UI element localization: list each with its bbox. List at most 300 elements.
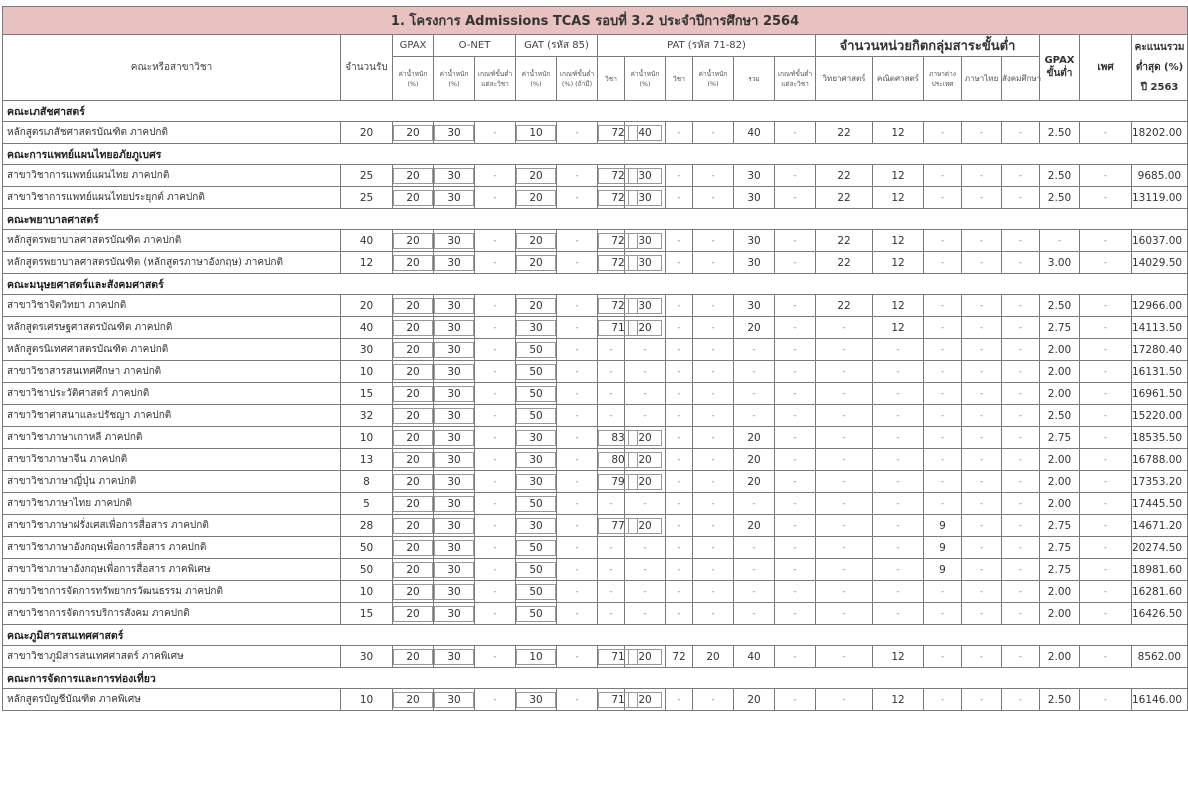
program-cell: [393, 515, 434, 537]
program-cell: -: [816, 537, 873, 559]
program-cell: -: [1080, 339, 1132, 361]
program-cell-value: 20: [393, 190, 433, 206]
header-thai: ภาษาไทย: [962, 57, 1002, 101]
program-cell: 20: [734, 317, 775, 339]
program-cell: -: [924, 122, 962, 144]
program-cell: [393, 230, 434, 252]
program-cell-value: 30: [434, 518, 474, 534]
program-cell: 2.50: [1040, 689, 1080, 711]
program-cell: 12: [873, 165, 924, 187]
program-cell: [393, 493, 434, 515]
program-cell: -: [1080, 187, 1132, 209]
program-cell: 2.00: [1040, 581, 1080, 603]
program-cell: [516, 187, 557, 209]
program-cell: -: [693, 427, 734, 449]
program-cell-value: 20: [393, 255, 433, 271]
program-row: [3, 559, 1188, 581]
program-cell: [434, 646, 475, 668]
program-cell: [434, 515, 475, 537]
program-cell: 18535.50: [1132, 427, 1188, 449]
program-cell: -: [475, 317, 516, 339]
program-cell: [625, 515, 666, 537]
program-cell: -: [693, 187, 734, 209]
program-cell: 3.00: [1040, 252, 1080, 274]
program-cell: 40: [734, 646, 775, 668]
program-cell: 22: [816, 187, 873, 209]
program-cell: -: [873, 537, 924, 559]
program-name: สาขาวิชาภาษาญี่ปุ่น ภาคปกติ: [3, 471, 341, 493]
program-cell: [434, 383, 475, 405]
program-name: สาขาวิชาภาษาเกาหลี ภาคปกติ: [3, 427, 341, 449]
program-cell: 16788.00: [1132, 449, 1188, 471]
program-cell: [625, 449, 666, 471]
program-cell: [598, 165, 625, 187]
program-cell-value: 72: [598, 298, 638, 314]
program-cell: -: [775, 361, 816, 383]
program-cell: 40: [734, 122, 775, 144]
program-cell-value: 20: [393, 562, 433, 578]
faculty-row: [3, 625, 1188, 646]
program-name: สาขาวิชาสารสนเทศศึกษา ภาคปกติ: [3, 361, 341, 383]
program-cell-value: 20: [516, 255, 556, 271]
header-pat-weight-2: ค่าน้ำหนัก (%): [693, 57, 734, 101]
program-name: สาขาวิชาการแพทย์แผนไทยประยุกต์ ภาคปกติ: [3, 187, 341, 209]
program-cell-value: 30: [434, 430, 474, 446]
program-cell: 2.50: [1040, 165, 1080, 187]
program-cell: -: [962, 603, 1002, 625]
program-cell: 2.00: [1040, 361, 1080, 383]
program-cell: [516, 383, 557, 405]
program-cell: [516, 581, 557, 603]
program-cell: 16146.00: [1132, 689, 1188, 711]
program-cell: 10: [341, 689, 393, 711]
program-cell: -: [816, 515, 873, 537]
program-cell-value: 50: [516, 562, 556, 578]
program-cell: [516, 449, 557, 471]
program-cell: -: [1002, 187, 1040, 209]
program-cell: -: [475, 252, 516, 274]
program-cell: [516, 515, 557, 537]
program-cell-value: 30: [434, 168, 474, 184]
program-cell-value: 20: [393, 298, 433, 314]
program-row: [3, 165, 1188, 187]
program-cell-value: 71: [598, 649, 638, 665]
program-cell: -: [666, 427, 693, 449]
program-cell: -: [924, 603, 962, 625]
program-row: [3, 689, 1188, 711]
program-cell: -: [693, 689, 734, 711]
program-cell: -: [557, 230, 598, 252]
program-cell: 10: [341, 361, 393, 383]
program-cell: -: [1002, 165, 1040, 187]
program-cell: -: [924, 471, 962, 493]
header-sci: วิทยาศาสตร์: [816, 57, 873, 101]
program-cell: 2.75: [1040, 537, 1080, 559]
program-cell: -: [557, 581, 598, 603]
program-cell: -: [1002, 230, 1040, 252]
program-cell: -: [693, 252, 734, 274]
program-cell: -: [693, 405, 734, 427]
program-cell: [516, 559, 557, 581]
program-cell: -: [557, 339, 598, 361]
program-cell: 18202.00: [1132, 122, 1188, 144]
header-gat-min: เกณฑ์ขั้นต่ำ (%) (ถ้ามี): [557, 57, 598, 101]
program-cell: 2.75: [1040, 317, 1080, 339]
program-cell: 2.50: [1040, 295, 1080, 317]
program-row: [3, 339, 1188, 361]
program-cell: -: [775, 122, 816, 144]
program-cell-value: 30: [434, 255, 474, 271]
program-cell: -: [962, 427, 1002, 449]
program-cell-value: 72: [598, 190, 638, 206]
program-cell: -: [666, 515, 693, 537]
program-cell: [434, 493, 475, 515]
program-name: สาขาวิชาการจัดการบริการสังคม ภาคปกติ: [3, 603, 341, 625]
program-cell: -: [1080, 317, 1132, 339]
program-cell-value: 30: [434, 452, 474, 468]
program-cell: -: [1080, 383, 1132, 405]
program-cell: 12: [873, 230, 924, 252]
program-name: สาขาวิชาศาสนาและปรัชญา ภาคปกติ: [3, 405, 341, 427]
program-cell: -: [557, 252, 598, 274]
program-cell: 12966.00: [1132, 295, 1188, 317]
program-cell: -: [693, 559, 734, 581]
program-cell: -: [557, 603, 598, 625]
program-cell: [393, 471, 434, 493]
program-cell: -: [625, 581, 666, 603]
faculty-name: คณะมนุษยศาสตร์และสังคมศาสตร์: [3, 274, 1188, 295]
program-cell: -: [816, 603, 873, 625]
admissions-table: [2, 6, 1188, 711]
program-cell: 5: [341, 493, 393, 515]
program-cell: -: [666, 361, 693, 383]
program-cell-value: 20: [393, 584, 433, 600]
program-row: [3, 603, 1188, 625]
program-cell: -: [475, 515, 516, 537]
program-cell-value: 20: [516, 190, 556, 206]
program-cell: -: [873, 383, 924, 405]
program-cell: [516, 689, 557, 711]
program-cell: -: [1080, 581, 1132, 603]
program-cell: -: [1002, 383, 1040, 405]
program-cell-value: 50: [516, 364, 556, 380]
program-cell: -: [962, 449, 1002, 471]
program-cell: 20: [734, 471, 775, 493]
program-cell: -: [1080, 646, 1132, 668]
header-pat-weight: ค่าน้ำหนัก (%): [625, 57, 666, 101]
program-cell-value: 30: [516, 452, 556, 468]
program-cell: [516, 537, 557, 559]
program-cell: 12: [873, 252, 924, 274]
program-cell: -: [1002, 427, 1040, 449]
program-cell: -: [924, 361, 962, 383]
header-gat: GAT (รหัส 85): [516, 35, 598, 57]
program-cell: 9: [924, 515, 962, 537]
program-cell: -: [873, 361, 924, 383]
program-cell: [516, 427, 557, 449]
program-cell: [434, 689, 475, 711]
program-cell: -: [693, 122, 734, 144]
faculty-row: [3, 144, 1188, 165]
faculty-name: คณะการแพทย์แผนไทยอภัยภูเบศร: [3, 144, 1188, 165]
program-cell-value: 72: [598, 233, 638, 249]
program-cell: -: [873, 427, 924, 449]
program-row: [3, 493, 1188, 515]
program-cell: -: [816, 383, 873, 405]
program-cell: 22: [816, 230, 873, 252]
program-row: [3, 449, 1188, 471]
program-cell: -: [873, 405, 924, 427]
program-cell: [598, 252, 625, 274]
program-cell: -: [962, 581, 1002, 603]
program-cell-value: 20: [628, 518, 662, 534]
program-cell: -: [1080, 165, 1132, 187]
program-cell: -: [475, 559, 516, 581]
program-cell: 8: [341, 471, 393, 493]
program-cell: -: [666, 581, 693, 603]
program-cell: [393, 361, 434, 383]
program-name: สาขาวิชาจิตวิทยา ภาคปกติ: [3, 295, 341, 317]
program-cell: -: [816, 646, 873, 668]
program-cell: 30: [734, 187, 775, 209]
program-cell: -: [666, 122, 693, 144]
program-cell-value: 30: [434, 606, 474, 622]
program-cell: -: [625, 559, 666, 581]
program-cell: -: [924, 230, 962, 252]
program-cell: -: [816, 361, 873, 383]
program-cell: 2.00: [1040, 471, 1080, 493]
program-cell-value: 30: [628, 233, 662, 249]
program-cell: -: [598, 581, 625, 603]
program-cell: -: [734, 383, 775, 405]
program-cell-value: 30: [434, 386, 474, 402]
program-cell: -: [666, 165, 693, 187]
program-cell-value: 30: [434, 364, 474, 380]
program-cell: -: [775, 252, 816, 274]
program-cell: -: [475, 295, 516, 317]
program-cell: -: [924, 165, 962, 187]
program-cell: -: [924, 252, 962, 274]
program-cell: 72: [666, 646, 693, 668]
program-cell: 13119.00: [1132, 187, 1188, 209]
program-cell: 30: [341, 646, 393, 668]
program-cell: [393, 122, 434, 144]
program-cell: 10: [341, 427, 393, 449]
admissions-table-container: [2, 6, 1185, 711]
program-cell: -: [1080, 689, 1132, 711]
program-row: [3, 187, 1188, 209]
program-cell: 12: [873, 295, 924, 317]
program-cell: [625, 427, 666, 449]
program-cell: 15220.00: [1132, 405, 1188, 427]
program-cell: 16426.50: [1132, 603, 1188, 625]
program-cell: [598, 449, 625, 471]
program-name: สาขาวิชาภาษาจีน ภาคปกติ: [3, 449, 341, 471]
program-name: สาขาวิชาภาษาไทย ภาคปกติ: [3, 493, 341, 515]
program-cell: 12: [873, 689, 924, 711]
program-cell: -: [475, 581, 516, 603]
program-cell: -: [816, 317, 873, 339]
program-cell: -: [1002, 295, 1040, 317]
program-cell: 14113.50: [1132, 317, 1188, 339]
program-cell: -: [924, 383, 962, 405]
program-cell: -: [873, 515, 924, 537]
program-cell: 2.00: [1040, 383, 1080, 405]
program-cell-value: 71: [598, 320, 638, 336]
program-cell: -: [475, 449, 516, 471]
program-cell: -: [775, 230, 816, 252]
program-cell-value: 50: [516, 408, 556, 424]
program-row: [3, 122, 1188, 144]
header-pat-total: รวม: [734, 57, 775, 101]
program-cell: -: [557, 187, 598, 209]
program-cell: -: [1080, 559, 1132, 581]
header-credits: จำนวนหน่วยกิตกลุ่มสาระขั้นต่ำ: [816, 35, 1040, 57]
program-cell: -: [816, 493, 873, 515]
program-cell-value: 20: [393, 320, 433, 336]
header-pat-min: เกณฑ์ขั้นต่ำแต่ละวิชา: [775, 57, 816, 101]
program-cell-value: 20: [393, 168, 433, 184]
program-cell: -: [924, 187, 962, 209]
program-cell-value: 30: [434, 649, 474, 665]
program-cell: -: [693, 515, 734, 537]
header-sex: เพศ: [1080, 35, 1132, 101]
program-cell: -: [1002, 317, 1040, 339]
program-cell: -: [625, 383, 666, 405]
program-cell: -: [775, 339, 816, 361]
header-foreign: ภาษาต่างประเทศ: [924, 57, 962, 101]
program-cell: 20: [734, 427, 775, 449]
table-title: 1. โครงการ Admissions TCAS รอบที่ 3.2 ประจำปีการศึกษา 2564: [3, 7, 1188, 35]
program-cell: -: [962, 122, 1002, 144]
program-cell-value: 30: [434, 496, 474, 512]
program-cell-value: 50: [516, 386, 556, 402]
program-cell: -: [1080, 449, 1132, 471]
program-cell: 2.50: [1040, 187, 1080, 209]
faculty-row: [3, 101, 1188, 122]
program-cell: [516, 252, 557, 274]
program-cell: [625, 187, 666, 209]
program-cell: -: [775, 471, 816, 493]
program-cell: -: [816, 559, 873, 581]
program-cell: 20: [734, 689, 775, 711]
program-cell: -: [816, 581, 873, 603]
program-cell: -: [693, 471, 734, 493]
program-cell: [598, 689, 625, 711]
program-cell: [434, 581, 475, 603]
program-cell: -: [557, 493, 598, 515]
program-cell-value: 40: [628, 125, 662, 141]
program-cell: 20: [734, 515, 775, 537]
program-cell-value: 20: [628, 430, 662, 446]
program-cell: 30: [734, 165, 775, 187]
program-cell: 2.00: [1040, 339, 1080, 361]
program-cell: -: [557, 537, 598, 559]
program-cell: -: [693, 361, 734, 383]
program-cell: [598, 187, 625, 209]
program-cell: -: [734, 603, 775, 625]
program-name: หลักสูตรเศรษฐศาสตรบัณฑิต ภาคปกติ: [3, 317, 341, 339]
program-cell-value: 30: [434, 320, 474, 336]
program-cell: [434, 361, 475, 383]
program-cell: 12: [341, 252, 393, 274]
program-cell: 15: [341, 603, 393, 625]
program-cell: -: [475, 361, 516, 383]
program-cell: 17280.40: [1132, 339, 1188, 361]
program-cell: [393, 187, 434, 209]
program-cell: [516, 165, 557, 187]
program-cell: [625, 165, 666, 187]
program-cell: -: [775, 405, 816, 427]
program-cell: -: [693, 537, 734, 559]
program-cell-value: 20: [628, 474, 662, 490]
program-cell: -: [693, 493, 734, 515]
program-cell-value: 30: [434, 233, 474, 249]
header-min-score: คะแนนรวมต่ำสุด (%) ปี 2563: [1132, 35, 1188, 101]
program-cell: -: [962, 361, 1002, 383]
program-cell: -: [625, 339, 666, 361]
program-row: [3, 537, 1188, 559]
program-cell: -: [962, 515, 1002, 537]
program-cell: -: [557, 405, 598, 427]
program-cell: 50: [341, 537, 393, 559]
program-cell: -: [598, 603, 625, 625]
program-cell-value: 30: [434, 474, 474, 490]
program-cell-value: 30: [434, 298, 474, 314]
program-cell: [598, 230, 625, 252]
program-cell: -: [1040, 230, 1080, 252]
program-cell-value: 30: [516, 518, 556, 534]
program-cell: -: [962, 295, 1002, 317]
program-cell: -: [557, 165, 598, 187]
program-cell: -: [962, 187, 1002, 209]
program-name: สาขาวิชาภาษาอังกฤษเพื่อการสื่อสาร ภาคพิเศษ: [3, 559, 341, 581]
program-cell: 16281.60: [1132, 581, 1188, 603]
program-cell: -: [734, 581, 775, 603]
program-cell: [434, 559, 475, 581]
program-cell: -: [557, 689, 598, 711]
program-cell: 30: [341, 339, 393, 361]
program-cell: -: [962, 646, 1002, 668]
program-cell: 50: [341, 559, 393, 581]
program-cell: -: [598, 559, 625, 581]
program-cell: [434, 122, 475, 144]
program-cell: -: [666, 603, 693, 625]
program-cell: -: [693, 603, 734, 625]
program-cell: -: [598, 537, 625, 559]
program-cell-value: 30: [628, 298, 662, 314]
program-cell: -: [775, 165, 816, 187]
program-cell: -: [873, 339, 924, 361]
program-cell-value: 50: [516, 342, 556, 358]
program-cell: [393, 427, 434, 449]
program-cell: -: [1080, 603, 1132, 625]
program-cell: -: [962, 252, 1002, 274]
program-cell: 12: [873, 317, 924, 339]
program-cell-value: 50: [516, 540, 556, 556]
program-cell: [434, 449, 475, 471]
program-cell: [393, 339, 434, 361]
program-cell-value: 30: [516, 692, 556, 708]
program-cell: -: [1002, 646, 1040, 668]
program-cell: -: [775, 515, 816, 537]
faculty-name: คณะเภสัชศาสตร์: [3, 101, 1188, 122]
program-cell-value: 30: [434, 125, 474, 141]
program-cell: [516, 230, 557, 252]
program-cell: [598, 646, 625, 668]
program-cell: [434, 252, 475, 274]
program-cell: 16961.50: [1132, 383, 1188, 405]
